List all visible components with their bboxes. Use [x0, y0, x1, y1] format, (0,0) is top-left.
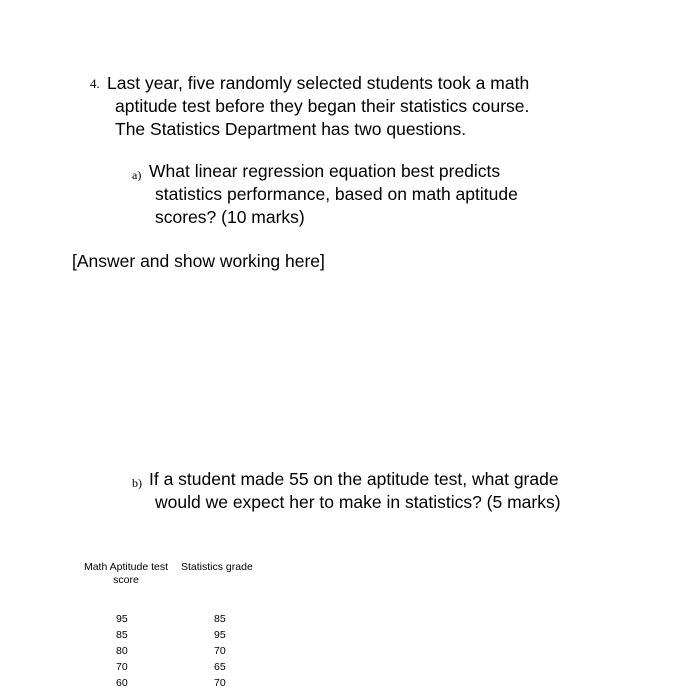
question-4	[90, 72, 650, 141]
header-aptitude-score: Math Aptitude test score	[83, 561, 169, 586]
statistics-grade-cell: 65	[214, 661, 226, 673]
part-a	[132, 160, 602, 229]
aptitude-score-cell: 80	[116, 645, 128, 657]
statistics-grade-cell: 70	[214, 645, 226, 657]
part-a-letter: a)	[132, 168, 142, 182]
statistics-grade-cell: 95	[214, 629, 226, 641]
part-a-line: scores? (10 marks)	[155, 207, 305, 227]
question-number: 4.	[90, 76, 100, 91]
aptitude-score-cell: 70	[116, 661, 128, 673]
header-statistics-grade: Statistics grade	[181, 561, 253, 573]
part-b-letter: b)	[132, 476, 142, 490]
statistics-grade-cell: 70	[214, 677, 226, 689]
question-line: The Statistics Department has two questions.	[115, 119, 467, 139]
question-text	[107, 72, 650, 141]
question-line: Last year, five randomly selected students took a math	[107, 73, 530, 93]
question-line: aptitude test before they began their statistics course.	[115, 96, 530, 116]
answer-prompt: [Answer and show working here]	[72, 251, 325, 271]
part-b-line: If a student made 55 on the aptitude test, what grade	[149, 469, 559, 489]
part-a-line: What linear regression equation best predicts	[149, 161, 501, 181]
statistics-grade-column	[214, 611, 226, 691]
aptitude-score-cell: 60	[116, 677, 128, 689]
statistics-grade-cell: 85	[214, 613, 226, 625]
aptitude-score-cell: 85	[116, 629, 128, 641]
aptitude-score-cell: 95	[116, 613, 128, 625]
part-a-line: statistics performance, based on math aptitude	[155, 184, 518, 204]
part-b-line: would we expect her to make in statistics? (5 marks)	[155, 492, 561, 512]
part-b	[132, 468, 652, 514]
aptitude-score-column	[116, 611, 128, 691]
